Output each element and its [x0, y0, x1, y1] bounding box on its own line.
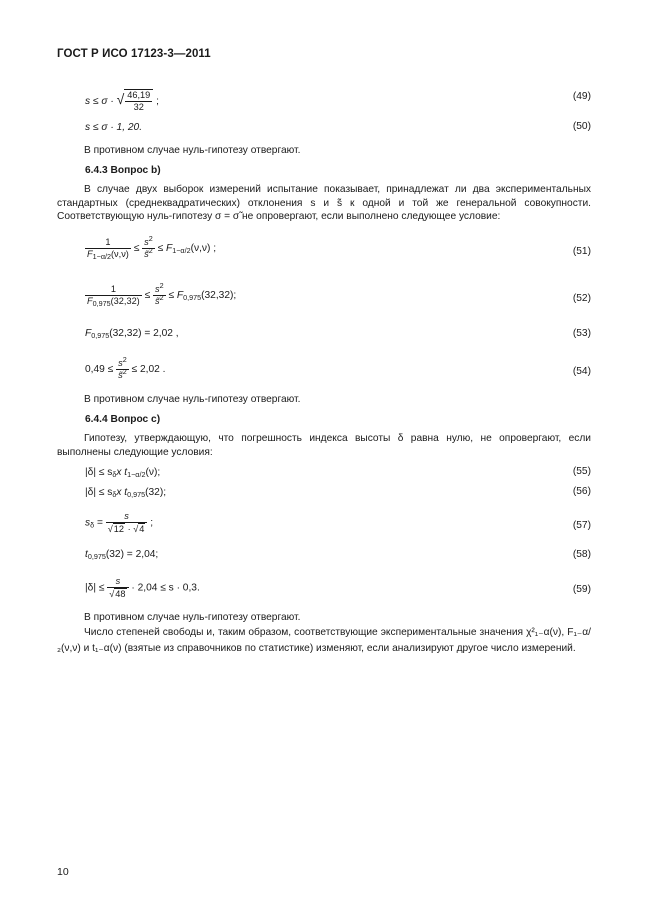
- equation-58: [85, 548, 158, 562]
- eq59-numerator: s: [115, 576, 121, 586]
- eq52-ratio-num: s: [155, 284, 160, 294]
- eq51-numerator: 1: [105, 237, 111, 247]
- eq55-bsub: 1−α/2: [127, 470, 146, 479]
- equation-number-59: (59): [572, 584, 591, 595]
- eq59-rest: · 2,04 ≤ s · 0,3.: [131, 582, 200, 594]
- section-heading-6-4-3: 6.4.3 Вопрос b): [85, 165, 161, 176]
- eq52-le1: ≤: [144, 290, 151, 302]
- eq50-text: s ≤ σ · 1, 20.: [85, 122, 143, 133]
- equation-55: [85, 466, 160, 480]
- eq49-lhs: s ≤ σ ·: [85, 96, 114, 108]
- eq53-rest: (32,32) = 2,02 ,: [109, 328, 179, 339]
- eq52-den-f: F: [87, 296, 93, 306]
- equation-number-56: (56): [572, 486, 591, 497]
- eq52-arg: (32,32);: [201, 290, 237, 302]
- eq54-ratio-den: s̃: [118, 370, 123, 380]
- eq55-c: (ν);: [145, 467, 161, 478]
- eq52-ratio-den: s̃: [155, 296, 160, 306]
- eq52-den-sub: 0,975: [92, 299, 111, 308]
- section-heading-6-4-4: 6.4.4 Вопрос c): [85, 414, 161, 425]
- equation-number-57: (57): [572, 520, 591, 531]
- equation-59: |δ| ≤ $\frac{s}{√48}$ · 2,04 ≤ s · 0,3.: [85, 576, 200, 599]
- equation-54: 0,49 ≤ $\frac{s^2}{s̃^2}$ ≤ 2,02 .: [85, 355, 166, 380]
- eq51-ratio-num: s: [144, 237, 149, 247]
- document-header: ГОСТ Р ИСО 17123-3—2011: [57, 48, 211, 60]
- eq49-denominator: 32: [125, 101, 152, 113]
- eq57-end: ;: [150, 517, 154, 529]
- equation-57: $s_\delta$ = $\frac{s}{√12 \cdot √4}$ ;: [85, 511, 154, 534]
- eq53-f: F: [85, 328, 92, 339]
- equation-49: s ≤ σ · √ $\frac{46,19}{32}$ ;: [85, 90, 159, 112]
- equation-number-49: (49): [572, 91, 591, 102]
- equation-number-55: (55): [572, 466, 591, 477]
- eq59-a: |δ| ≤: [85, 582, 105, 594]
- eq51-den-f: F: [87, 249, 93, 259]
- eq55-b: x t: [116, 467, 128, 478]
- eq52-numerator: 1: [110, 284, 116, 294]
- paragraph-reject-3: В противном случае нуль-гипотезу отвергают.: [84, 612, 301, 623]
- eq57-den2: 4: [139, 524, 145, 534]
- page-number: 10: [57, 866, 69, 878]
- eq54-ratio-num: s: [118, 358, 123, 368]
- eq57-equals: =: [96, 517, 103, 529]
- eq54-lhs: 0,49 ≤: [85, 364, 114, 376]
- equation-52: $\frac{1}{F_{0,975}(32,32)}$ ≤ $\frac{s^2}{s̃^2}$ ≤ $F_{0,975}(32,32)$;: [87, 281, 237, 308]
- eq49-numerator: 46,19: [127, 90, 151, 100]
- eq51-den-sub: 1−α/2: [92, 252, 111, 261]
- eq49-end: ;: [156, 96, 159, 108]
- eq59-denominator: 48: [115, 589, 126, 599]
- eq57-a: s: [85, 517, 91, 529]
- equation-number-52: (52): [572, 293, 591, 304]
- eq55-asub: δ: [112, 470, 117, 479]
- equation-number-51: (51): [572, 246, 591, 257]
- equation-number-54: (54): [572, 366, 591, 377]
- eq56-bsub: 0,975: [127, 490, 146, 499]
- eq51-le1: ≤: [133, 243, 140, 255]
- eq51-le2: ≤ F: [157, 243, 173, 255]
- eq52-den-arg: (32,32): [110, 296, 140, 306]
- paragraph-final: Число степеней свободы и, таким образом, соответствующие экспериментальные значения χ²₁₋α(ν), F₁₋α/₂(ν,ν) и t₁₋α(ν) (взятые из справочников по статистике) изменяют, если анализируют другое число измерений.: [57, 627, 591, 654]
- eq51-ratio-den: s̃: [144, 249, 149, 259]
- eq56-b: x t: [116, 487, 128, 498]
- eq58-a: t: [85, 549, 88, 560]
- eq51-arg: (ν,ν) ;: [190, 243, 217, 255]
- eq53-sub: 0,975: [91, 331, 110, 340]
- eq51-sub: 1−α/2: [172, 246, 191, 256]
- eq58-asub: 0,975: [87, 552, 106, 561]
- equation-53: [85, 327, 179, 341]
- paragraph-reject-1: В противном случае нуль-гипотезу отвергают.: [84, 145, 301, 156]
- paragraph-6-4-4: Гипотезу, утверждающую, что погрешность индекса высоты δ равна нулю, не опровергают, если выполнены следующие условия:: [57, 433, 591, 458]
- paragraph-6-4-3: В случае двух выборок измерений испытание показывает, принадлежат ли два экспериментальных стандартных (среднеквадратических) отклонения s и s̃ к одной и той же генеральной совокупности. Соответствующую нуль-гипотезу σ = σ̃ не опровергают, если выполнено следующее условие:: [57, 184, 591, 223]
- eq56-c: (32);: [145, 487, 167, 498]
- eq58-rest: (32) = 2,04;: [105, 549, 159, 560]
- equation-number-53: (53): [572, 328, 591, 339]
- eq54-rhs: ≤ 2,02 .: [131, 364, 166, 376]
- eq57-numerator: s: [124, 511, 129, 521]
- equation-51: $\frac{1}{F_{1-\alpha/2}(\nu,\nu)}$ ≤ $\frac{s^2}{s̃^2}$ ≤ $F_{1-\alpha/2}(\nu,\nu)$ ;: [87, 234, 217, 261]
- equation-50: [85, 121, 142, 135]
- eq52-le2: ≤ F: [168, 290, 184, 302]
- eq57-den1: 12: [113, 524, 125, 534]
- eq56-asub: δ: [112, 490, 117, 499]
- eq55-a: |δ| ≤ s: [85, 467, 113, 478]
- eq52-sub: 0,975: [183, 293, 202, 303]
- equation-number-58: (58): [572, 549, 591, 560]
- equation-56: [85, 486, 166, 500]
- eq51-den-arg: (ν,ν): [110, 249, 129, 259]
- equation-number-50: (50): [572, 121, 591, 132]
- eq57-asub: δ: [90, 520, 95, 530]
- eq56-a: |δ| ≤ s: [85, 487, 113, 498]
- paragraph-reject-2: В противном случае нуль-гипотезу отвергают.: [84, 394, 301, 405]
